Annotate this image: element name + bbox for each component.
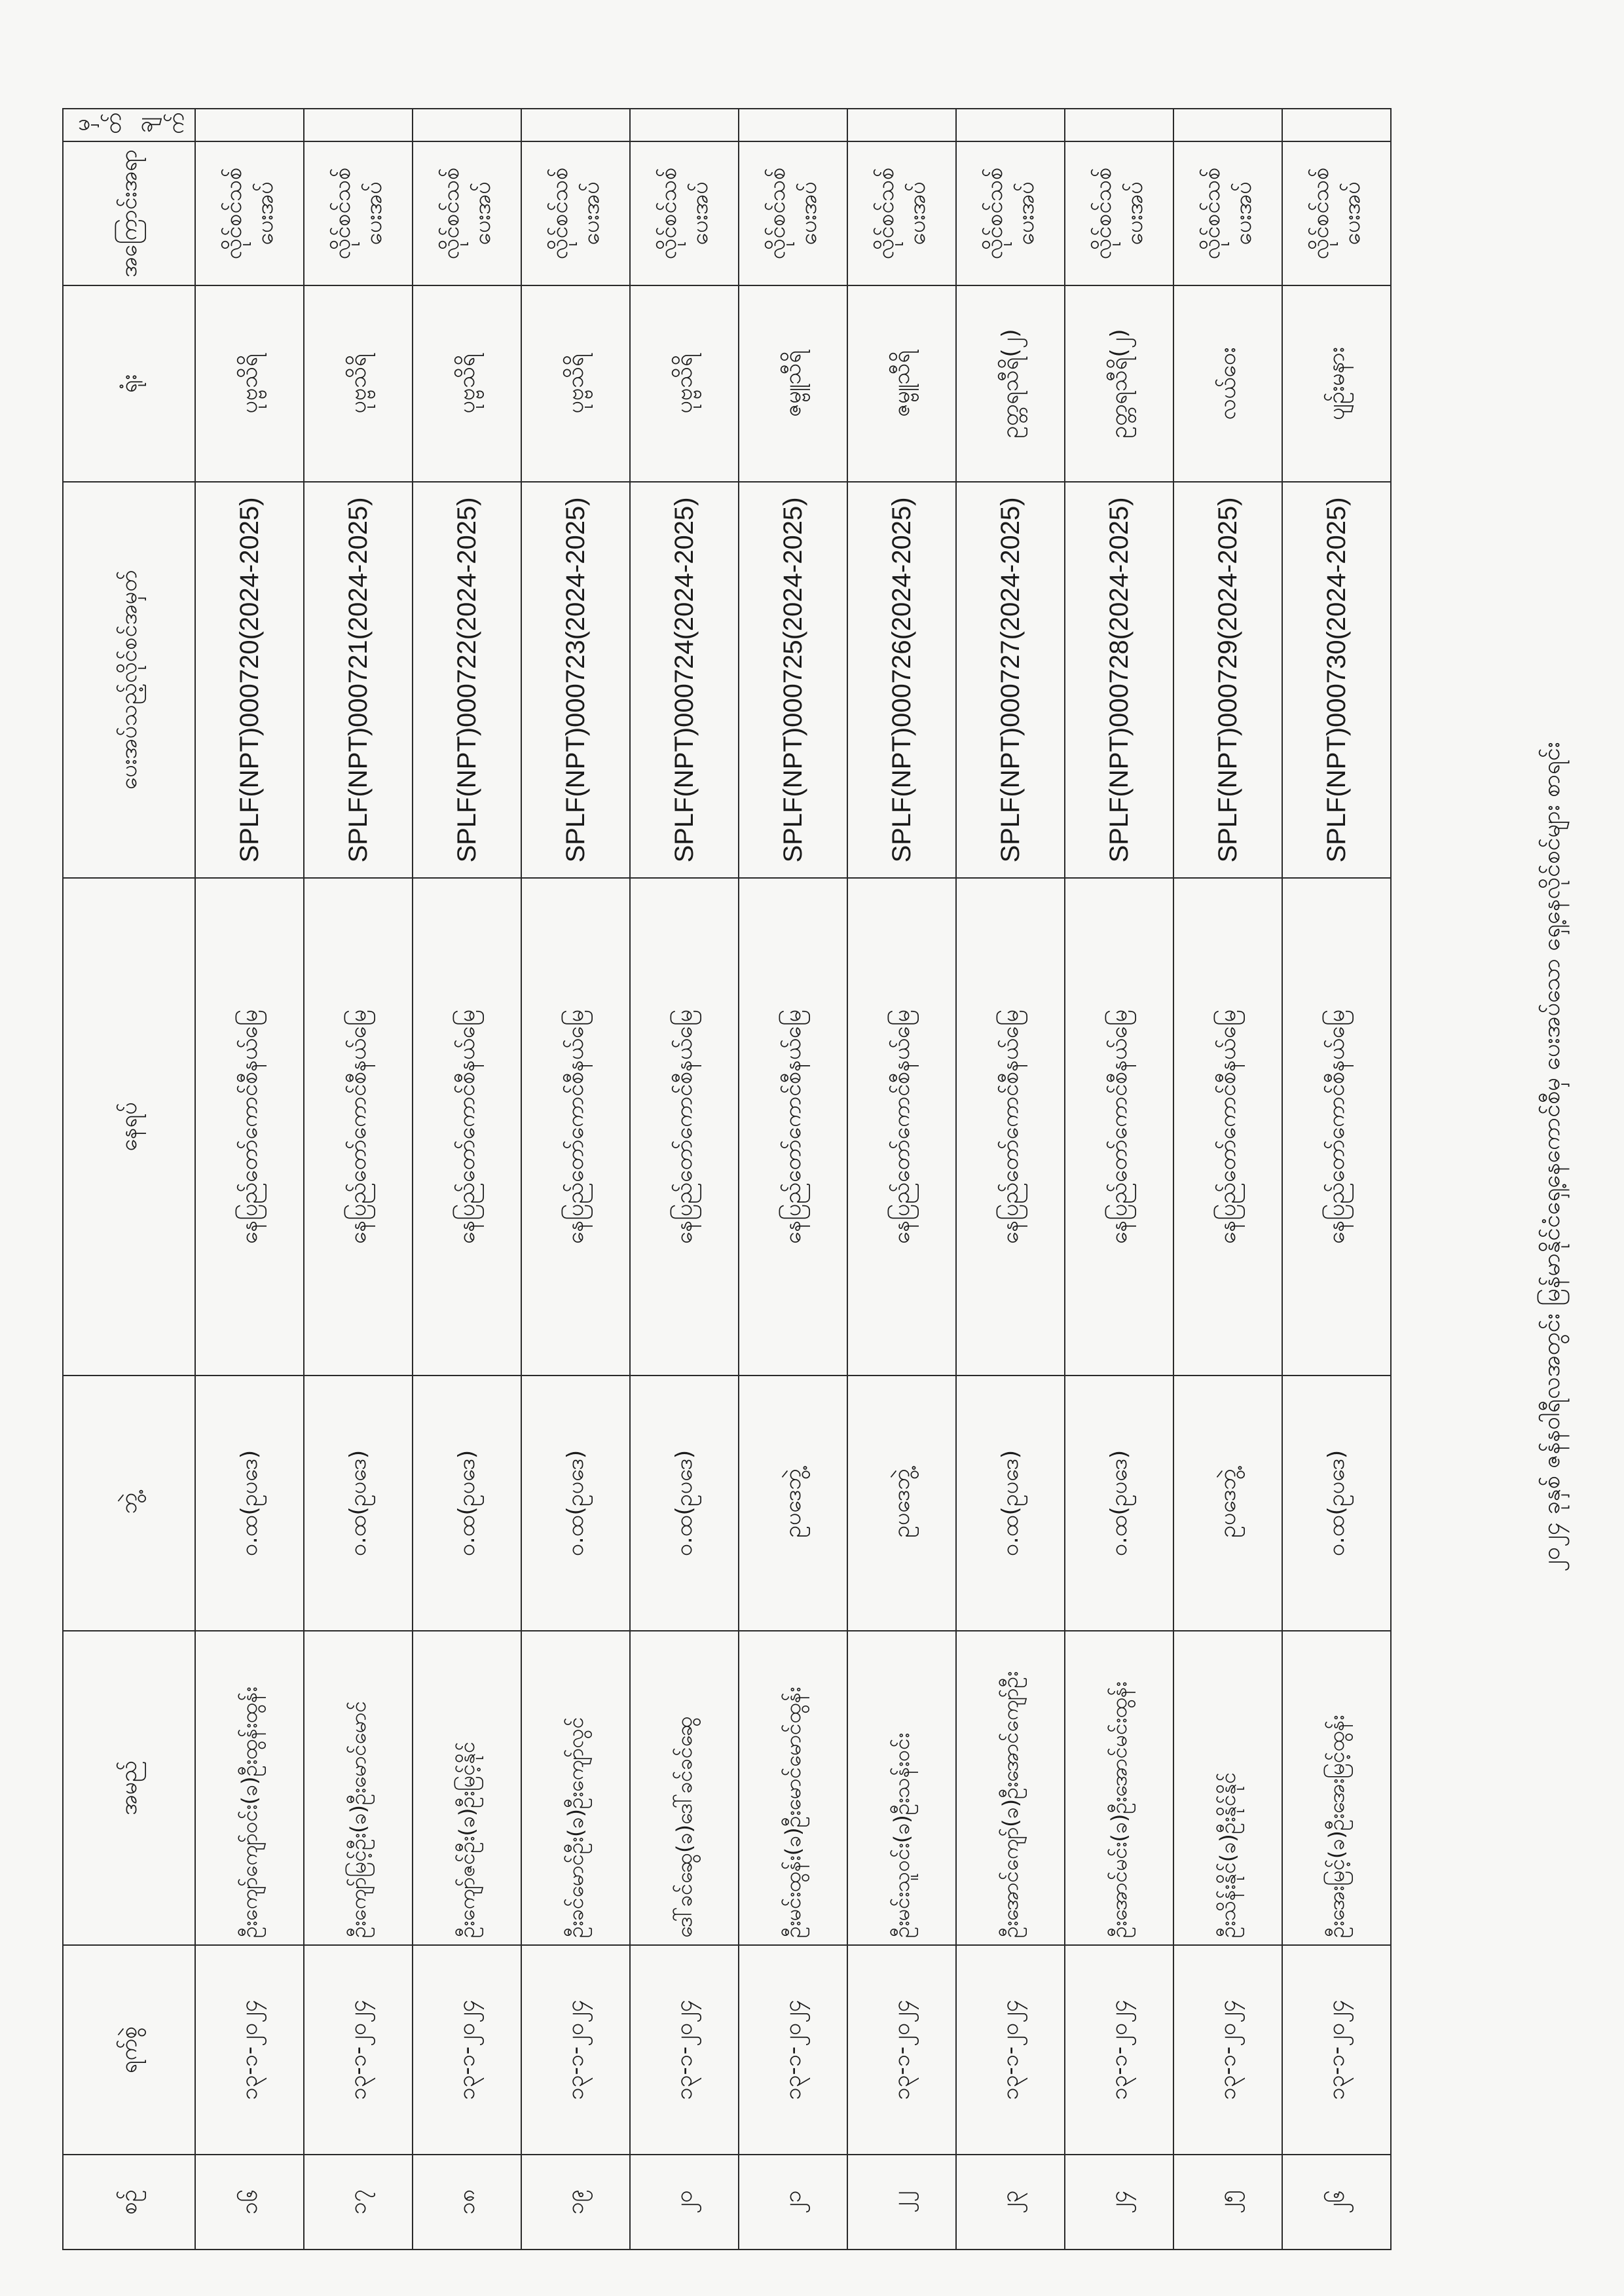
cell-name: ဦးအောင်မင်း(ခ)ဦးအောင်မင်းထွန်း xyxy=(1065,1631,1173,1945)
table-row xyxy=(521,109,630,2250)
cell-license: SPLF(NPT)000725(2024-2025) xyxy=(739,482,847,878)
cell-status: လိုင်စင်သစ် ပေးအပ် xyxy=(413,141,521,285)
cell-degree: ဥပဒေဘွဲ့ xyxy=(847,1376,956,1631)
cell-date: ၁၃-၁-၂၀၂၄ xyxy=(304,1945,413,2155)
cell-office: ပုဗ္ဗသိရိ xyxy=(413,285,521,482)
col-header-license: ပေးအပ်သည့်လိုင်စင်အမှတ် xyxy=(63,482,195,878)
cell-remark xyxy=(304,109,413,141)
cell-address: နေပြည်တော်ကောင်စီနယ်မြေ xyxy=(956,878,1065,1376)
table-body xyxy=(195,109,1391,2250)
cell-remark xyxy=(413,109,521,141)
cell-status: လိုင်စင်သစ် ပေးအပ် xyxy=(1173,141,1282,285)
cell-remark xyxy=(739,109,847,141)
cell-license: SPLF(NPT)000720(2024-2025) xyxy=(195,482,304,878)
col-header-office: ရုံး xyxy=(63,285,195,482)
cell-address: နေပြည်တော်ကောင်စီနယ်မြေ xyxy=(739,878,847,1376)
table-row xyxy=(1173,109,1282,2250)
cell-status: လိုင်စင်သစ် ပေးအပ် xyxy=(956,141,1065,285)
cell-office: ဥတ္တရသီရိ(၂) xyxy=(956,285,1065,482)
document-caption: ၂၀၂၄ ခုနှစ် ဇန်နဝါရီလအတွင်း မြန်မာနိုင်ငံရှေ့နေကောင်စီမှ ပေးအပ်သော ရှေ့နေလိုင်စင်များ စာရင်း xyxy=(1538,742,1565,1572)
cell-date: ၁၃-၁-၂၀၂၄ xyxy=(521,1945,630,2155)
cell-date: ၁၃-၁-၂၀၂၄ xyxy=(956,1945,1065,2155)
cell-office: ပုဗ္ဗသိရိ xyxy=(521,285,630,482)
cell-no: ၂၃ xyxy=(956,2155,1065,2250)
cell-date: ၁၃-၁-၂၀၂၄ xyxy=(1065,1945,1173,2155)
cell-office: ဥတ္တရသီရိ(၂) xyxy=(1065,285,1173,482)
col-header-remark: မှတ်ချက် xyxy=(63,109,195,141)
cell-office: ပုဗ္ဗသိရိ xyxy=(630,285,739,482)
cell-no: ၁၉ xyxy=(521,2155,630,2250)
col-header-degree: ဘွဲ့ xyxy=(63,1376,195,1631)
cell-degree: ဝ.ထ(ဥပဒေ) xyxy=(521,1376,630,1631)
table-row xyxy=(739,109,847,2250)
cell-office: ပျဉ်းမနား xyxy=(1282,285,1391,482)
cell-no: ၁၆ xyxy=(195,2155,304,2250)
table-row xyxy=(195,109,304,2250)
cell-degree: ဝ.ထ(ဥပဒေ) xyxy=(1065,1376,1173,1631)
cell-degree: ဝ.ထ(ဥပဒေ) xyxy=(1282,1376,1391,1631)
col-header-no: စဉ် xyxy=(63,2155,195,2250)
cell-status: လိုင်စင်သစ် ပေးအပ် xyxy=(739,141,847,285)
table-row xyxy=(304,109,413,2250)
cell-degree: ဝ.ထ(ဥပဒေ) xyxy=(413,1376,521,1631)
cell-address: နေပြည်တော်ကောင်စီနယ်မြေ xyxy=(304,878,413,1376)
cell-date: ၁၃-၁-၂၀၂၄ xyxy=(413,1945,521,2155)
cell-license: SPLF(NPT)000724(2024-2025) xyxy=(630,482,739,878)
cell-remark xyxy=(521,109,630,141)
cell-license: SPLF(NPT)000723(2024-2025) xyxy=(521,482,630,878)
cell-status: လိုင်စင်သစ် ပေးအပ် xyxy=(1065,141,1173,285)
cell-no: ၂၂ xyxy=(847,2155,956,2250)
col-header-status: အကြောင်းအရာ xyxy=(63,141,195,285)
cell-name: ဦးအောင်ကျော်(ခ)ဦးအောင်ကျော်ဦး xyxy=(956,1631,1065,1945)
table-row xyxy=(1282,109,1391,2250)
cell-name: ဦးကျော်ဇင်ဦး(ခ)ဦးမြင့်နိုင် xyxy=(413,1631,521,1945)
cell-date: ၁၃-၁-၂၀၂၄ xyxy=(847,1945,956,2155)
cell-status: လိုင်စင်သစ် ပေးအပ် xyxy=(1282,141,1391,285)
cell-date: ၁၃-၁-၂၀၂၄ xyxy=(195,1945,304,2155)
cell-name: ဦးကျော်မြင့်ဦး(ခ)ဦးမောင်မောင် xyxy=(304,1631,413,1945)
cell-date: ၁၃-၁-၂၀၂၄ xyxy=(739,1945,847,2155)
cell-remark xyxy=(1282,109,1391,141)
cell-address: နေပြည်တော်ကောင်စီနယ်မြေ xyxy=(521,878,630,1376)
cell-degree: ဝ.ထ(ဥပဒေ) xyxy=(956,1376,1065,1631)
cell-address: နေပြည်တော်ကောင်စီနယ်မြေ xyxy=(1065,878,1173,1376)
table-row xyxy=(413,109,521,2250)
col-header-address: နေရပ် xyxy=(63,878,195,1376)
cell-name: ဦးခင်မောင်ဦး(ခ)ဦးကျော်လွင် xyxy=(521,1631,630,1945)
cell-address: နေပြည်တော်ကောင်စီနယ်မြေ xyxy=(847,878,956,1376)
cell-office: ဇမ္ဗူသီရိ xyxy=(739,285,847,482)
license-table xyxy=(62,108,1392,2250)
table-row xyxy=(956,109,1065,2250)
cell-name: ဦးအေးမြင့်(ခ)ဦးအေးမြင့်ထွန်း xyxy=(1282,1631,1391,1945)
cell-status: လိုင်စင်သစ် ပေးအပ် xyxy=(304,141,413,285)
cell-no: ၁၈ xyxy=(413,2155,521,2250)
cell-remark xyxy=(847,109,956,141)
col-header-date: ရက်စွဲ xyxy=(63,1945,195,2155)
table-row xyxy=(847,109,956,2250)
cell-degree: ဝ.ထ(ဥပဒေ) xyxy=(304,1376,413,1631)
cell-name: ဦးမင်းသူဝင်း(ခ)ဦးသန်းဝင်း xyxy=(847,1631,956,1945)
cell-address: နေပြည်တော်ကောင်စီနယ်မြေ xyxy=(413,878,521,1376)
cell-name: ဦးသိန်းနိုင်(ခ)ဦးနိုင်နိုင် xyxy=(1173,1631,1282,1945)
cell-name: ဒေါ်ခင်ဆွေ(ခ)ဒေါ်ခင်ခင်ဆွေ xyxy=(630,1631,739,1945)
cell-license: SPLF(NPT)000727(2024-2025) xyxy=(956,482,1065,878)
cell-status: လိုင်စင်သစ် ပေးအပ် xyxy=(630,141,739,285)
cell-no: ၂၆ xyxy=(1282,2155,1391,2250)
cell-no: ၁၇ xyxy=(304,2155,413,2250)
cell-status: လိုင်စင်သစ် ပေးအပ် xyxy=(195,141,304,285)
cell-no: ၂၁ xyxy=(739,2155,847,2250)
cell-no: ၂၄ xyxy=(1065,2155,1173,2250)
cell-license: SPLF(NPT)000722(2024-2025) xyxy=(413,482,521,878)
cell-remark xyxy=(195,109,304,141)
cell-address: နေပြည်တော်ကောင်စီနယ်မြေ xyxy=(195,878,304,1376)
cell-address: နေပြည်တော်ကောင်စီနယ်မြေ xyxy=(1173,878,1282,1376)
cell-no: ၂၀ xyxy=(630,2155,739,2250)
cell-license: SPLF(NPT)000721(2024-2025) xyxy=(304,482,413,878)
cell-remark xyxy=(1065,109,1173,141)
col-header-name: အမည် xyxy=(63,1631,195,1945)
cell-date: ၁၃-၁-၂၀၂၄ xyxy=(1173,1945,1282,2155)
cell-license: SPLF(NPT)000729(2024-2025) xyxy=(1173,482,1282,878)
cell-status: လိုင်စင်သစ် ပေးအပ် xyxy=(847,141,956,285)
header-row xyxy=(63,109,195,2250)
cell-license: SPLF(NPT)000730(2024-2025) xyxy=(1282,482,1391,878)
cell-office: ပုဗ္ဗသိရိ xyxy=(195,285,304,482)
cell-status: လိုင်စင်သစ် ပေးအပ် xyxy=(521,141,630,285)
cell-date: ၁၃-၁-၂၀၂၄ xyxy=(1282,1945,1391,2155)
cell-address: နေပြည်တော်ကောင်စီနယ်မြေ xyxy=(1282,878,1391,1376)
cell-degree: ဝ.ထ(ဥပဒေ) xyxy=(195,1376,304,1631)
cell-office: ဇမ္ဗူသီရိ xyxy=(847,285,956,482)
cell-office: ပုဗ္ဗသိရိ xyxy=(304,285,413,482)
cell-no: ၂၅ xyxy=(1173,2155,1282,2250)
cell-office: လယ်ဝေး xyxy=(1173,285,1282,482)
cell-remark xyxy=(1173,109,1282,141)
cell-name: ဦးမင်းထွန်း(ခ)ဦးမောင်မောင်ထွန်း xyxy=(739,1631,847,1945)
cell-degree: ဥပဒေဘွဲ့ xyxy=(1173,1376,1282,1631)
cell-date: ၁၃-၁-၂၀၂၄ xyxy=(630,1945,739,2155)
cell-license: SPLF(NPT)000726(2024-2025) xyxy=(847,482,956,878)
cell-remark xyxy=(956,109,1065,141)
cell-degree: ဥပဒေဘွဲ့ xyxy=(739,1376,847,1631)
cell-remark xyxy=(630,109,739,141)
cell-license: SPLF(NPT)000728(2024-2025) xyxy=(1065,482,1173,878)
table-row xyxy=(630,109,739,2250)
cell-name: ဦးကျော်ကျော်ဝင်း(ခ)ဦးထွန်းထွန်း xyxy=(195,1631,304,1945)
cell-degree: ဝ.ထ(ဥပဒေ) xyxy=(630,1376,739,1631)
table-row xyxy=(1065,109,1173,2250)
cell-address: နေပြည်တော်ကောင်စီနယ်မြေ xyxy=(630,878,739,1376)
